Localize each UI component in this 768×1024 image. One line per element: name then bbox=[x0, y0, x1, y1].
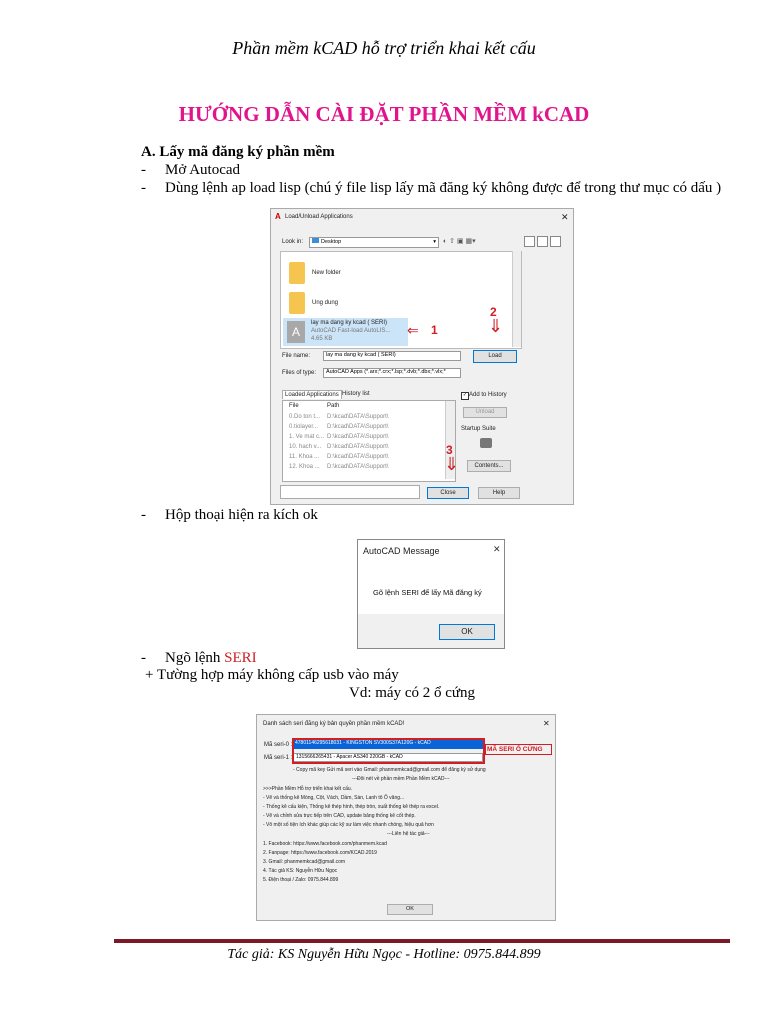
file-item-new-folder[interactable]: New folder bbox=[312, 270, 341, 276]
info-line: ---Đôi nét về phần mềm Phần Mềm kCAD--- bbox=[352, 776, 450, 782]
footer-divider bbox=[114, 939, 730, 943]
nav-toolbar-icons[interactable]: ◐ ⇧ ▣ ▦▾ bbox=[443, 238, 476, 245]
folder-icon bbox=[289, 262, 305, 284]
load-unload-dialog bbox=[270, 208, 574, 505]
step-load-lisp: - Dùng lệnh ap load lisp (chú ý file lisp lấy mã đăng ký không được để trong thư mục có dấu ) bbox=[141, 180, 722, 196]
tools-icon[interactable] bbox=[550, 236, 561, 247]
seri-annotation-box bbox=[485, 744, 552, 755]
step-click-ok: - Hộp thoại hiện ra kích ok bbox=[141, 507, 318, 523]
files-of-type-label: Files of type: bbox=[282, 370, 317, 376]
example-two-drives: Vd: máy có 2 ổ cứng bbox=[349, 685, 476, 701]
preview-icon[interactable] bbox=[524, 236, 535, 247]
file-list[interactable] bbox=[280, 251, 522, 349]
message-title: AutoCAD Message bbox=[363, 546, 440, 556]
close-icon[interactable]: ✕ bbox=[543, 719, 550, 728]
table-row[interactable]: 1. Ve mat c... D:\kcad\DATA\Support\ bbox=[289, 434, 389, 440]
seri-highlight-box bbox=[292, 738, 485, 764]
info-line: 5. Điện thoại / Zalo: 0975.844.899 bbox=[263, 877, 339, 883]
close-icon[interactable]: ✕ bbox=[561, 212, 569, 222]
autocad-message-dialog bbox=[357, 539, 505, 649]
table-row[interactable]: 10. hach v... D:\kcad\DATA\Support\ bbox=[289, 444, 389, 450]
tab-history-list[interactable]: History list bbox=[342, 391, 370, 397]
folder-icon bbox=[289, 292, 305, 314]
lisp-file-icon: A bbox=[287, 321, 305, 343]
annotation-1: 1 bbox=[431, 323, 438, 337]
add-to-history-checkbox[interactable]: ✓ bbox=[462, 393, 468, 398]
section-a-heading: A. Lấy mã đăng ký phần mềm bbox=[141, 144, 335, 160]
seri-ok-button[interactable]: OK bbox=[387, 904, 433, 915]
page-header: Phần mềm kCAD hỗ trợ triển khai kết cấu bbox=[232, 38, 536, 58]
load-button[interactable]: Load bbox=[473, 350, 517, 363]
annotation-arrow-1-icon: ⇐ bbox=[407, 322, 419, 338]
desktop-icon bbox=[312, 238, 319, 243]
info-line: 4. Tác giả KS: Nguyễn Hữu Ngọc bbox=[263, 868, 338, 874]
file-name-label: File name: bbox=[282, 353, 311, 359]
seri-list-dialog bbox=[256, 714, 556, 921]
info-line: - Vô một số tiện ích khác giúp các kỹ sư làm việc nhanh chóng, hiệu quả hơn bbox=[263, 822, 434, 828]
info-line: - Thống kê cấu kiện, Thống kê thép hình, thép tròn, xuất thống kê thép ra excel. bbox=[263, 804, 440, 810]
case-no-usb: + Tường hợp máy không cấp usb vào máy bbox=[145, 667, 399, 683]
annotation-arrow-2-icon: ⇓ bbox=[488, 316, 504, 336]
seri-annotation: MÃ SERI Ổ CỨNG bbox=[487, 746, 543, 753]
info-line: 1. Facebook: https://www.facebook.com/phanmem.kcad bbox=[263, 841, 387, 847]
table-row[interactable]: 12. Khoa ... D:\kcad\DATA\Support\ bbox=[289, 464, 389, 470]
help-button[interactable]: Help bbox=[478, 487, 520, 499]
tab-loaded-applications[interactable]: Loaded Applications bbox=[282, 390, 342, 399]
file-item-ung-dung[interactable]: Ung dung bbox=[312, 300, 339, 306]
look-in-label: Look in: bbox=[282, 239, 304, 245]
step-open-autocad: - Mở Autocad bbox=[141, 162, 241, 178]
seri-dialog-title: Danh sách seri đăng ký bản quyền phần mềm kCAD! bbox=[263, 721, 405, 727]
files-of-type-select[interactable]: AutoCAD Apps (*.arx;*.crx;*.lsp;*.dvb;*.dbx;*.vlx;* bbox=[323, 368, 461, 378]
loaded-apps-table[interactable] bbox=[282, 400, 456, 482]
chevron-down-icon: ▾ bbox=[433, 239, 436, 245]
add-to-history-label: Add to History bbox=[469, 392, 507, 398]
selected-file-item[interactable]: A lay ma dang ky kcad ( SERI) AutoCAD Fast-load AutoLIS... 4.65 KB bbox=[283, 318, 408, 346]
annotation-arrow-3-icon: ⇓ bbox=[444, 454, 460, 474]
table-row[interactable]: 11. Khoa ... D:\kcad\DATA\Support\ bbox=[289, 454, 389, 460]
seri-1-field[interactable]: 1315666265431 - Apacer AS340 220GB - kCAD bbox=[293, 753, 483, 762]
page-footer: Tác giả: KS Nguyễn Hữu Ngọc - Hotline: 0975.844.899 bbox=[227, 947, 541, 962]
table-row[interactable]: 0.Do ton t... D:\kcad\DATA\Support\ bbox=[289, 414, 389, 420]
status-bar bbox=[280, 485, 420, 499]
seri-0-field[interactable]: 47801146295618031 - KINGSTON SV300S37A120G - kCAD bbox=[293, 740, 483, 749]
info-line: - Vẽ và thống kê Móng, Cột, Vách, Dầm, Sàn, Lanh tô Ô văng... bbox=[263, 795, 405, 801]
page-title: HƯỚNG DẪN CÀI ĐẶT PHẦN MỀM kCAD bbox=[178, 102, 590, 126]
info-line: 3. Gmail: phanmemkcad@gmail.com bbox=[263, 859, 346, 865]
unload-button[interactable]: Unload bbox=[463, 407, 507, 418]
seri-0-label: Mã seri-0 : bbox=[264, 742, 293, 748]
seri-1-label: Mã seri-1 : bbox=[264, 755, 293, 761]
briefcase-icon bbox=[480, 438, 492, 448]
step-enter-seri: - Ngõ lệnh SERI bbox=[141, 650, 257, 666]
contents-button[interactable]: Contents... bbox=[467, 460, 511, 472]
info-line: 2. Fanpage: https://www.facebook.com/KCAD.2019 bbox=[263, 850, 377, 856]
ok-button[interactable]: OK bbox=[439, 624, 495, 640]
col-file-header: File bbox=[289, 403, 299, 409]
autocad-logo-icon: A bbox=[275, 212, 281, 221]
message-text: Gõ lệnh SERI để lấy Mã đăng ký bbox=[373, 588, 482, 597]
table-row[interactable]: 0.tiolayer... D:\kcad\DATA\Support\ bbox=[289, 424, 389, 430]
find-icon[interactable] bbox=[537, 236, 548, 247]
annotation-2: 2 bbox=[490, 305, 497, 319]
startup-suite-label: Startup Suite bbox=[461, 426, 496, 432]
info-line: >>>Phần Mềm Hỗ trợ triển khai kết cấu. bbox=[263, 786, 353, 792]
info-line: - Vẽ và chỉnh sửa trực tiếp trên CAD, update bảng thống kê cốt thép. bbox=[263, 813, 416, 819]
info-line: - Copy mã key Gửi mã seri vào Gmail: phanmemkcad@gmail.com để đăng ký sử dụng bbox=[293, 767, 486, 773]
look-in-select[interactable]: Desktop ▾ bbox=[309, 237, 439, 248]
col-path-header: Path bbox=[327, 403, 340, 409]
close-icon[interactable]: ✕ bbox=[493, 544, 501, 554]
annotation-3: 3 bbox=[446, 443, 453, 457]
file-list-scrollbar[interactable] bbox=[512, 251, 521, 347]
file-name-input[interactable]: lay ma dang ky kcad ( SERI) bbox=[323, 351, 461, 361]
dialog-title: Load/Unload Applications bbox=[285, 214, 353, 220]
close-button[interactable]: Close bbox=[427, 487, 469, 499]
info-line: ---Liên hệ tác giả--- bbox=[387, 831, 430, 837]
